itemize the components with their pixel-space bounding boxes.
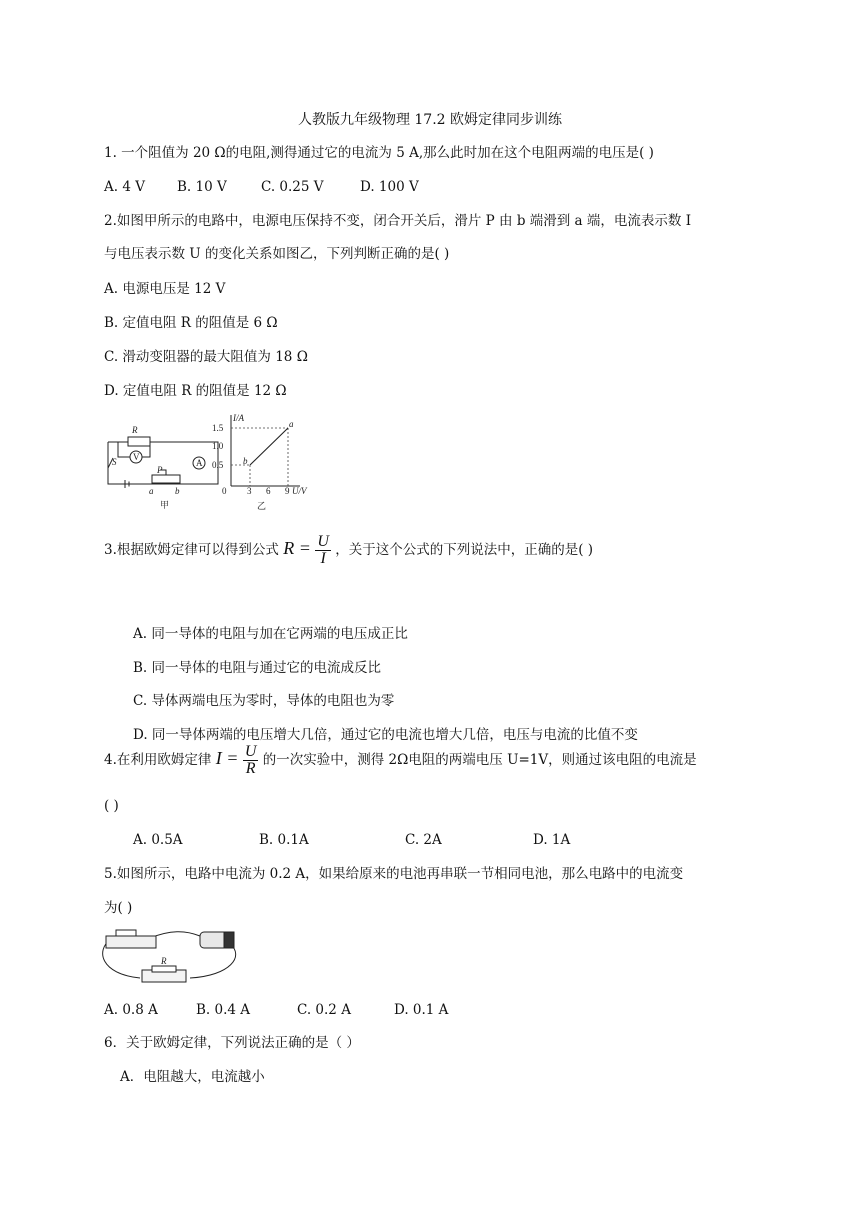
x-tick-6: 6: [266, 486, 271, 496]
wire-right: [190, 944, 236, 978]
switch-base: [106, 936, 156, 948]
q4-stem-after: 的一次实验中，测得 2Ω电阻的两端电压 U=1V，则通过该电阻的电流是: [262, 752, 697, 768]
q6-option-a: A．电阻越大，电流越小: [120, 1069, 265, 1085]
q3-stem: 3.根据欧姆定律可以得到公式 R = $\frac{U}{I}$ ，关于这个公式的下列说法中，正确的是( ): [104, 533, 594, 567]
q4-formula-numerator: U: [244, 743, 257, 760]
circuit-caption: 甲: [160, 500, 170, 510]
q3-option-a: A. 同一导体的电阻与加在它两端的电压成正比: [133, 626, 408, 642]
q4-formula-fraction: [243, 744, 259, 777]
label-r: R: [132, 425, 138, 435]
q3-stem-before: 3.根据欧姆定律可以得到公式: [104, 542, 279, 558]
q4-stem: 4.在利用欧姆定律 I = $\frac{U}{R}$ 的一次实验中，测得 2Ω电阻的两端电压 U=1V，则通过该电阻的电流是: [104, 743, 697, 777]
label-b-end: b: [175, 486, 180, 496]
q2-stem-line1: 2.如图甲所示的电路中，电源电压保持不变，闭合开关后，滑片 P 由 b 端滑到 a 端，电流表示数 I: [104, 213, 692, 229]
battery-end: [224, 932, 234, 948]
q4-option-a: A. 0.5A: [133, 832, 183, 848]
x-tick-3: 3: [247, 486, 252, 496]
y-axis-label: I/A: [233, 413, 244, 423]
q4-stem-before: 4.在利用欧姆定律: [104, 752, 212, 768]
q3-option-b: B. 同一导体的电阻与通过它的电流成反比: [133, 660, 382, 676]
point-b-label: b: [243, 456, 248, 466]
label-a-end: a: [149, 486, 154, 496]
origin-label: 0: [222, 486, 227, 496]
label-a: A: [196, 458, 203, 468]
point-a-label: a: [289, 419, 294, 429]
q5-option-c: C. 0.2 A: [297, 1002, 351, 1018]
q1-option-a: A. 4 V: [104, 179, 145, 195]
q2-option-a: A. 电源电压是 12 V: [104, 281, 226, 297]
iu-line: [250, 428, 288, 465]
wire-top: [150, 932, 200, 938]
q2-option-c: C. 滑动变阻器的最大阻值为 18 Ω: [104, 349, 308, 365]
q4-option-c: C. 2A: [405, 832, 442, 848]
switch-blade: [116, 930, 136, 936]
q2-figure: [100, 412, 315, 516]
q1-stem: 1. 一个阻值为 20 Ω的电阻,测得通过它的电流为 5 A,那么此时加在这个电阻两端的电压是( ): [104, 145, 654, 161]
q6-stem: 6．关于欧姆定律，下列说法正确的是（ ）: [104, 1035, 360, 1051]
label-s: S: [112, 457, 117, 467]
q1-option-b: B. 10 V: [177, 179, 227, 195]
q1-option-c: C. 0.25 V: [261, 179, 324, 195]
graph-caption: 乙: [257, 501, 267, 511]
y-tick-1-0: 1.0: [212, 441, 224, 451]
q5-stem-line2: 为( ): [104, 900, 133, 916]
q4-option-d: D. 1A: [533, 832, 571, 848]
q3-formula-lhs: R: [283, 538, 295, 558]
label-p: P: [157, 465, 163, 475]
q3-option-c: C. 导体两端电压为零时，导体的电阻也为零: [133, 693, 395, 709]
q2-option-b: B. 定值电阻 R 的阻值是 6 Ω: [104, 315, 278, 331]
q3-formula-denominator: I: [320, 550, 326, 567]
q4-formula-denominator: R: [245, 760, 256, 777]
q4-option-b: B. 0.1A: [259, 832, 309, 848]
y-tick-0-5: 0.5: [212, 460, 224, 470]
rheostat: [152, 475, 180, 483]
q5-figure: [100, 922, 242, 992]
q5-option-a: A. 0.8 A: [104, 1002, 158, 1018]
iu-graph: [212, 413, 308, 511]
q5-stem-line1: 5.如图所示，电路中电流为 0.2 A，如果给原来的电池再串联一节相同电池，那么电路中的电流变: [104, 866, 684, 882]
resistor-r: [128, 437, 150, 446]
q3-stem-after: ，关于这个公式的下列说法中，正确的是( ): [335, 542, 594, 558]
label-v: V: [133, 452, 140, 462]
q1-option-d: D. 100 V: [360, 179, 419, 195]
q5-option-b: B. 0.4 A: [196, 1002, 251, 1018]
x-tick-9: 9: [285, 486, 290, 496]
q4-formula-lhs: I: [215, 748, 222, 768]
x-axis-label: U/V: [292, 486, 307, 496]
q5-option-d: D. 0.1 A: [394, 1002, 449, 1018]
document-title: 人教版九年级物理 17.2 欧姆定律同步训练: [297, 112, 563, 128]
q3-option-d: D. 同一导体两端的电压增大几倍，通过它的电流也增大几倍，电压与电流的比值不变: [133, 727, 638, 743]
q2-stem-line2: 与电压表示数 U 的变化关系如图乙，下列判断正确的是( ): [104, 246, 450, 262]
q2-option-d: D. 定值电阻 R 的阻值是 12 Ω: [104, 383, 287, 399]
q4-paren: ( ): [104, 798, 119, 814]
y-tick-1-5: 1.5: [212, 423, 224, 433]
q3-formula-fraction: [315, 534, 331, 567]
resistor-body: [152, 966, 176, 972]
resistor-label: R: [161, 956, 167, 966]
q3-formula-numerator: U: [317, 533, 329, 550]
